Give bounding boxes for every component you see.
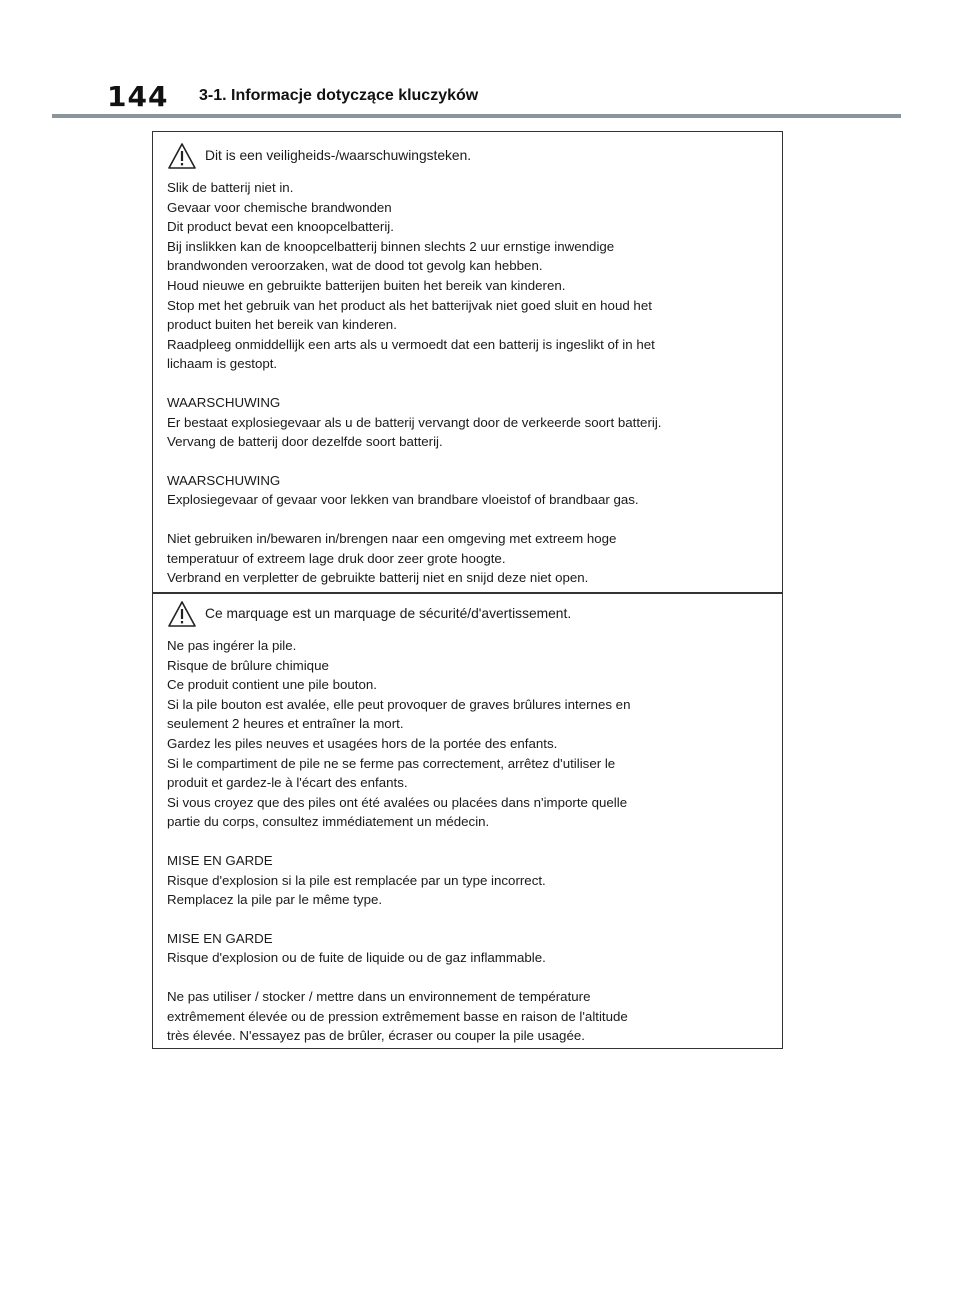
warning-paragraph (167, 393, 782, 452)
text-line: Ne pas utiliser / stocker / mettre dans un environnement de température (167, 988, 591, 1004)
warning-paragraph (167, 636, 782, 832)
warning-paragraph (167, 178, 782, 374)
page-number: 144 (107, 80, 169, 113)
text-line: Gevaar voor chemische brandwonden (167, 199, 392, 215)
section-title: 3-1. Informacje dotyczące kluczyków (199, 87, 479, 104)
text-line: Ce produit contient une pile bouton. (167, 677, 377, 693)
text-line: extrêmement élevée ou de pression extrêmement basse en raison de l'altitude (167, 1008, 628, 1024)
text-line: temperatuur of extreem lage druk door zeer grote hoogte. (167, 550, 506, 566)
text-line: Ne pas ingérer la pile. (167, 638, 297, 653)
text-line: Si vous croyez que des piles ont été avalées ou placées dans n'importe quelle (167, 794, 628, 810)
text-line: Slik de batterij niet in. (167, 180, 294, 195)
text-line: Risque d'explosion ou de fuite de liquide ou de gaz inflammable. (167, 950, 546, 966)
warning-paragraph (167, 987, 782, 1046)
text-line: Houd nieuwe en gebruikte batterijen buiten het bereik van kinderen. (167, 277, 566, 293)
text-line: partie du corps, consultez immédiatement un médecin. (167, 814, 490, 830)
warning-paragraph (167, 929, 782, 968)
text-line: Er bestaat explosiegevaar als u de batterij vervangt door de verkeerde soort batterij. (167, 414, 662, 430)
text-line: Vervang de batterij door dezelfde soort batterij. (167, 434, 443, 450)
warning-triangle-icon (167, 142, 197, 170)
text-line: lichaam is gestopt. (167, 356, 278, 372)
text-line: WAARSCHUWING (167, 394, 281, 410)
text-line: product buiten het bereik van kinderen. (167, 317, 397, 333)
text-line: Dit product bevat een knoopcelbatterij. (167, 219, 394, 235)
warning-heading: Dit is een veiligheids-/waarschuwingsteken. (205, 148, 472, 164)
text-line: Gardez les piles neuves et usagées hors de la portée des enfants. (167, 735, 558, 751)
warning-paragraph (167, 529, 782, 588)
warning-block-french (167, 600, 782, 1065)
page-header (0, 78, 960, 118)
text-line: seulement 2 heures et entraîner la mort. (167, 716, 404, 732)
warning-paragraph (167, 851, 782, 910)
warning-heading-row (167, 600, 782, 628)
text-line: Si la pile bouton est avalée, elle peut provoquer de graves brûlures internes en (167, 696, 631, 712)
text-line: Stop met het gebruik van het product als het batterijvak niet goed sluit en houd het (167, 297, 652, 313)
text-line: Raadpleeg onmiddellijk een arts als u vermoedt dat een batterij is ingeslikt of in het (167, 336, 655, 352)
text-line: produit et gardez-le à l'écart des enfants. (167, 775, 408, 791)
text-line: Si le compartiment de pile ne se ferme pas correctement, arrêtez d'utiliser le (167, 755, 616, 771)
warning-paragraph (167, 471, 782, 510)
text-line: Risque de brûlure chimique (167, 657, 329, 673)
text-line: MISE EN GARDE (167, 930, 273, 946)
text-line: Verbrand en verpletter de gebruikte batterij niet en snijd deze niet open. (167, 570, 589, 586)
text-line: Bij inslikken kan de knoopcelbatterij binnen slechts 2 uur ernstige inwendige (167, 238, 615, 254)
warning-heading: Ce marquage est un marquage de sécurité/d'avertissement. (205, 606, 572, 622)
text-line: MISE EN GARDE (167, 852, 273, 868)
text-line: brandwonden veroorzaken, wat de dood tot gevolg kan hebben. (167, 258, 543, 274)
text-line: très élevée. N'essayez pas de brûler, écraser ou couper la pile usagée. (167, 1028, 585, 1044)
text-line: Niet gebruiken in/bewaren in/brengen naar een omgeving met extreem hoge (167, 530, 617, 546)
text-line: Risque d'explosion si la pile est remplacée par un type incorrect. (167, 872, 546, 888)
header-rule (52, 114, 901, 118)
warning-paragraphs (167, 178, 782, 588)
text-line: Explosiegevaar of gevaar voor lekken van brandbare vloeistof of brandbaar gas. (167, 492, 639, 508)
text-line: WAARSCHUWING (167, 472, 281, 488)
text-line: Remplacez la pile par le même type. (167, 892, 383, 908)
warning-triangle-icon (167, 600, 197, 628)
warning-paragraphs (167, 636, 782, 1046)
warning-heading-row (167, 142, 782, 170)
box-divider (153, 592, 782, 594)
battery-warning-box (152, 131, 783, 1049)
warning-block-dutch (167, 142, 782, 607)
